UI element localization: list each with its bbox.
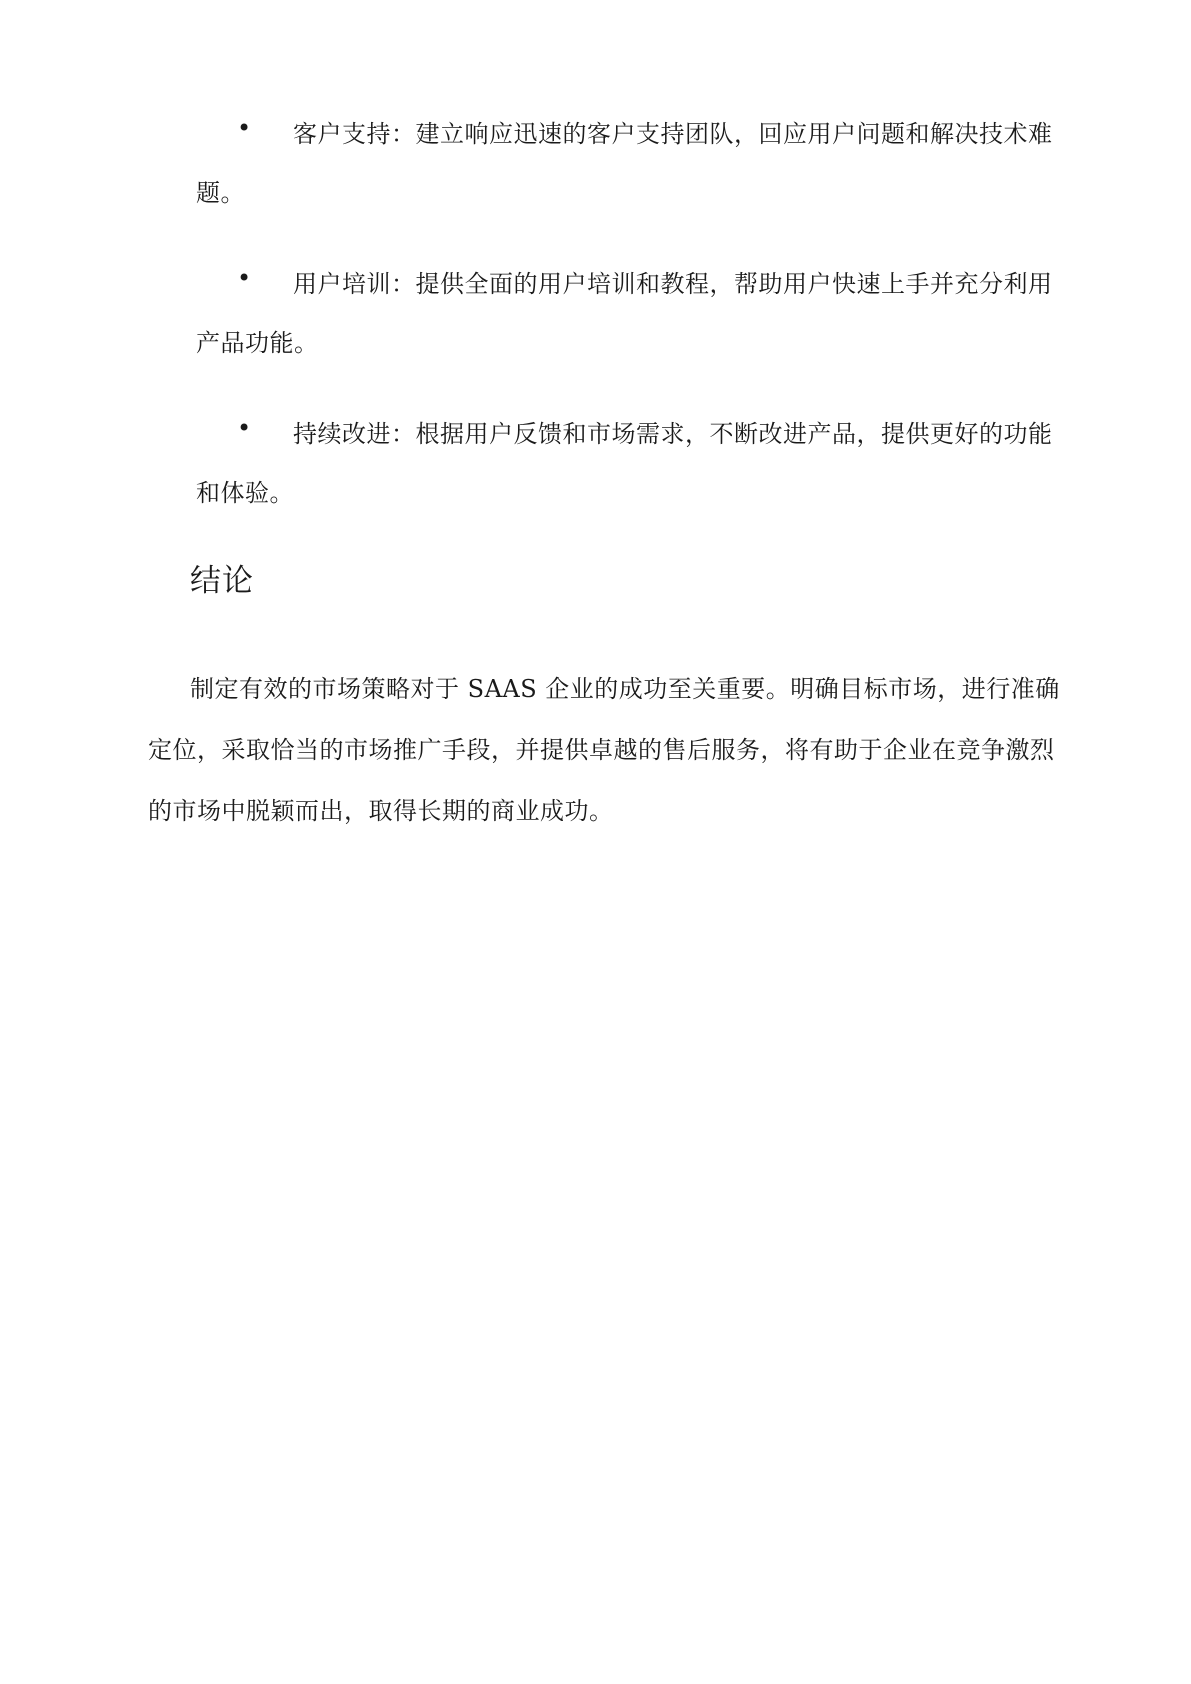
paragraph-line: 制定有效的市场策略对于 SAAS 企业的成功至关重要。明确目标市场，进行准确: [190, 675, 1060, 703]
paragraph-line: 定位，采取恰当的市场推广手段，并提供卓越的售后服务，将有助于企业在竞争激烈: [148, 736, 1055, 764]
bullet-text-line: 题。: [196, 179, 245, 207]
bullet-text-line: 用户培训：提供全面的用户培训和教程，帮助用户快速上手并充分利用: [293, 270, 1053, 298]
bullet-text-line: 产品功能。: [196, 329, 319, 357]
bullet-text-line: 客户支持：建立响应迅速的客户支持团队，回应用户问题和解决技术难: [293, 120, 1053, 148]
bullet-marker: •: [237, 264, 252, 292]
bullet-text-line: 持续改进：根据用户反馈和市场需求，不断改进产品，提供更好的功能: [293, 420, 1053, 448]
bullet-marker: •: [237, 414, 252, 442]
paragraph-line: 的市场中脱颖而出，取得长期的商业成功。: [148, 797, 614, 825]
bullet-marker: •: [237, 114, 252, 142]
section-heading-conclusion: 结论: [190, 563, 254, 599]
bullet-text-line: 和体验。: [196, 479, 294, 507]
